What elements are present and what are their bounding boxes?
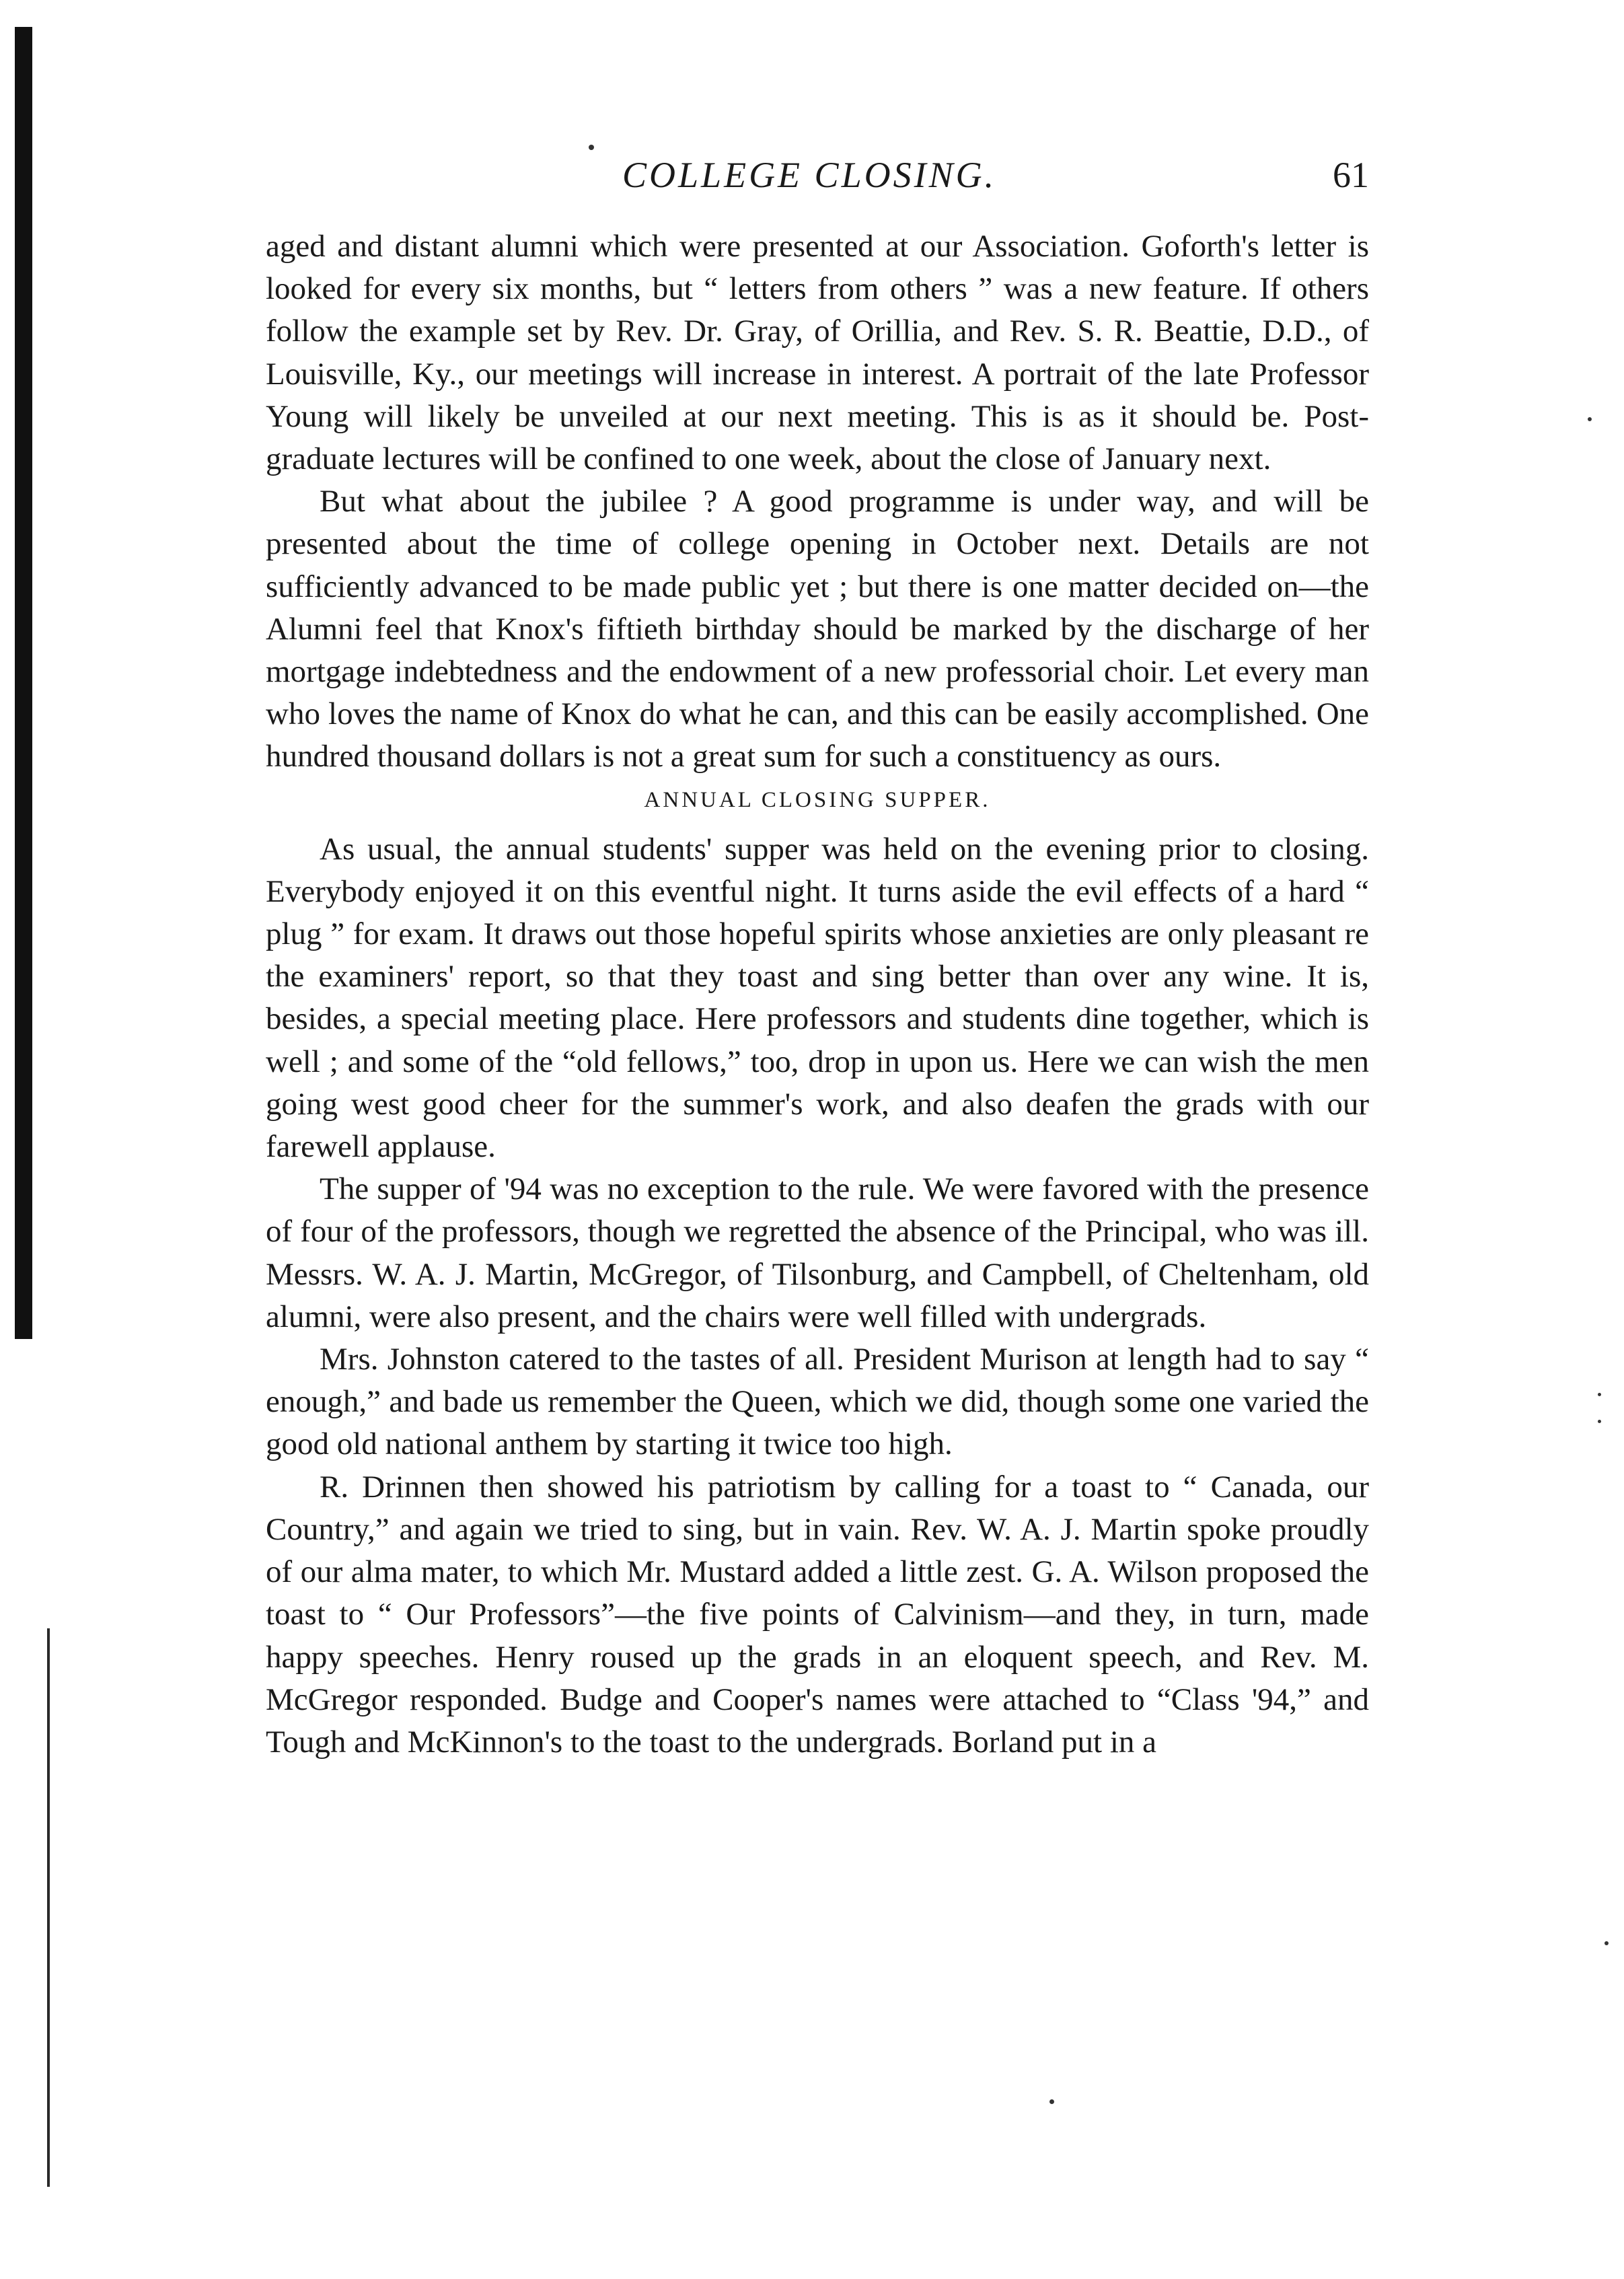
paragraph: R. Drinnen then showed his patriotism by calling for a toast to “ Canada, our Country,” and again we tried to sing, but in vain. Rev. W. A. J. Martin spoke proudly of our alma mater, to which Mr. Mustard added a little zest. G. A. Wilson proposed the toast to “ Our Professors”—the five points of Calvinism—and they, in turn, made happy speeches. Henry roused up the grads in an eloquent speech, and Rev. M. McGregor responded. Budge and Cooper's names were attached to “Class '94,” and Tough and McKinnon's to the toast to the undergrads. Borland put in a	[266, 1469, 1369, 1760]
binding-shadow	[15, 27, 32, 1339]
ink-speck	[1598, 1393, 1601, 1396]
paragraph: Mrs. Johnston catered to the tastes of all. President Murison at length had to say “ enough,” and bade us remember the Queen, which we did, though some one varied the good old national anthem by starting it twice too high.	[266, 1342, 1369, 1462]
paragraph: As usual, the annual students' supper was held on the evening prior to closing. Everybody enjoyed it on this eventful night. It turns aside the evil effects of a hard “ plug ” for exam. It draws out those hopeful spirits whose anxieties are only pleasant re the examiners' report, so that they toast and sing better than over any wine. It is, besides, a special meeting place. Here professors and students dine together, which is well ; and some of the “old fellows,” too, drop in upon us. Here we can wish the men going west good cheer for the summer's work, and also deafen the grads with our farewell applause.	[266, 831, 1369, 1165]
paragraph: The supper of '94 was no exception to the rule. We were favored with the presence of four of the professors, though we regretted the absence of the Principal, who was ill. Messrs. W. A. J. Martin, McGregor, of Tilsonburg, and Campbell, of Cheltenham, old alumni, were also present, and the chairs were well filled with undergrads.	[266, 1171, 1369, 1334]
paragraph: aged and distant alumni which were presented at our Association. Goforth's letter is looked for every six months, but “ letters from others ” was a new feature. If others follow the example set by Rev. Dr. Gray, of Orillia, and Rev. S. R. Beattie, D.D., of Louisville, Ky., our meetings will increase in interest. A portrait of the late Professor Young will likely be unveiled at our next meeting. This is as it should be. Post-graduate lectures will be confined to one week, about the close of January next.	[266, 229, 1369, 477]
running-head	[266, 151, 1369, 198]
ink-speck	[1604, 1941, 1609, 1945]
page-number: 61	[1333, 155, 1369, 195]
ink-speck	[1588, 417, 1592, 421]
paragraph: But what about the jubilee ? A good programme is under way, and will be presented about the time of college opening in October next. Details are not sufficiently advanced to be made public yet ; but there is one matter decided on—the Alumni feel that Knox's fiftieth birthday should be marked by the discharge of her mortgage indebtedness and the endowment of a new professorial choir. Let every man who loves the name of Knox do what he can, and this can be easily accomplished. One hundred thousand dollars is not a great sum for such a constituency as ours.	[266, 484, 1369, 774]
page-title: COLLEGE CLOSING.	[622, 155, 997, 195]
ink-speck	[1598, 1420, 1601, 1423]
ink-speck	[1049, 2099, 1054, 2104]
body-text	[266, 225, 1369, 1764]
binding-line	[47, 1628, 50, 2187]
section-heading: ANNUAL CLOSING SUPPER.	[644, 787, 991, 812]
ink-speck	[589, 145, 594, 150]
